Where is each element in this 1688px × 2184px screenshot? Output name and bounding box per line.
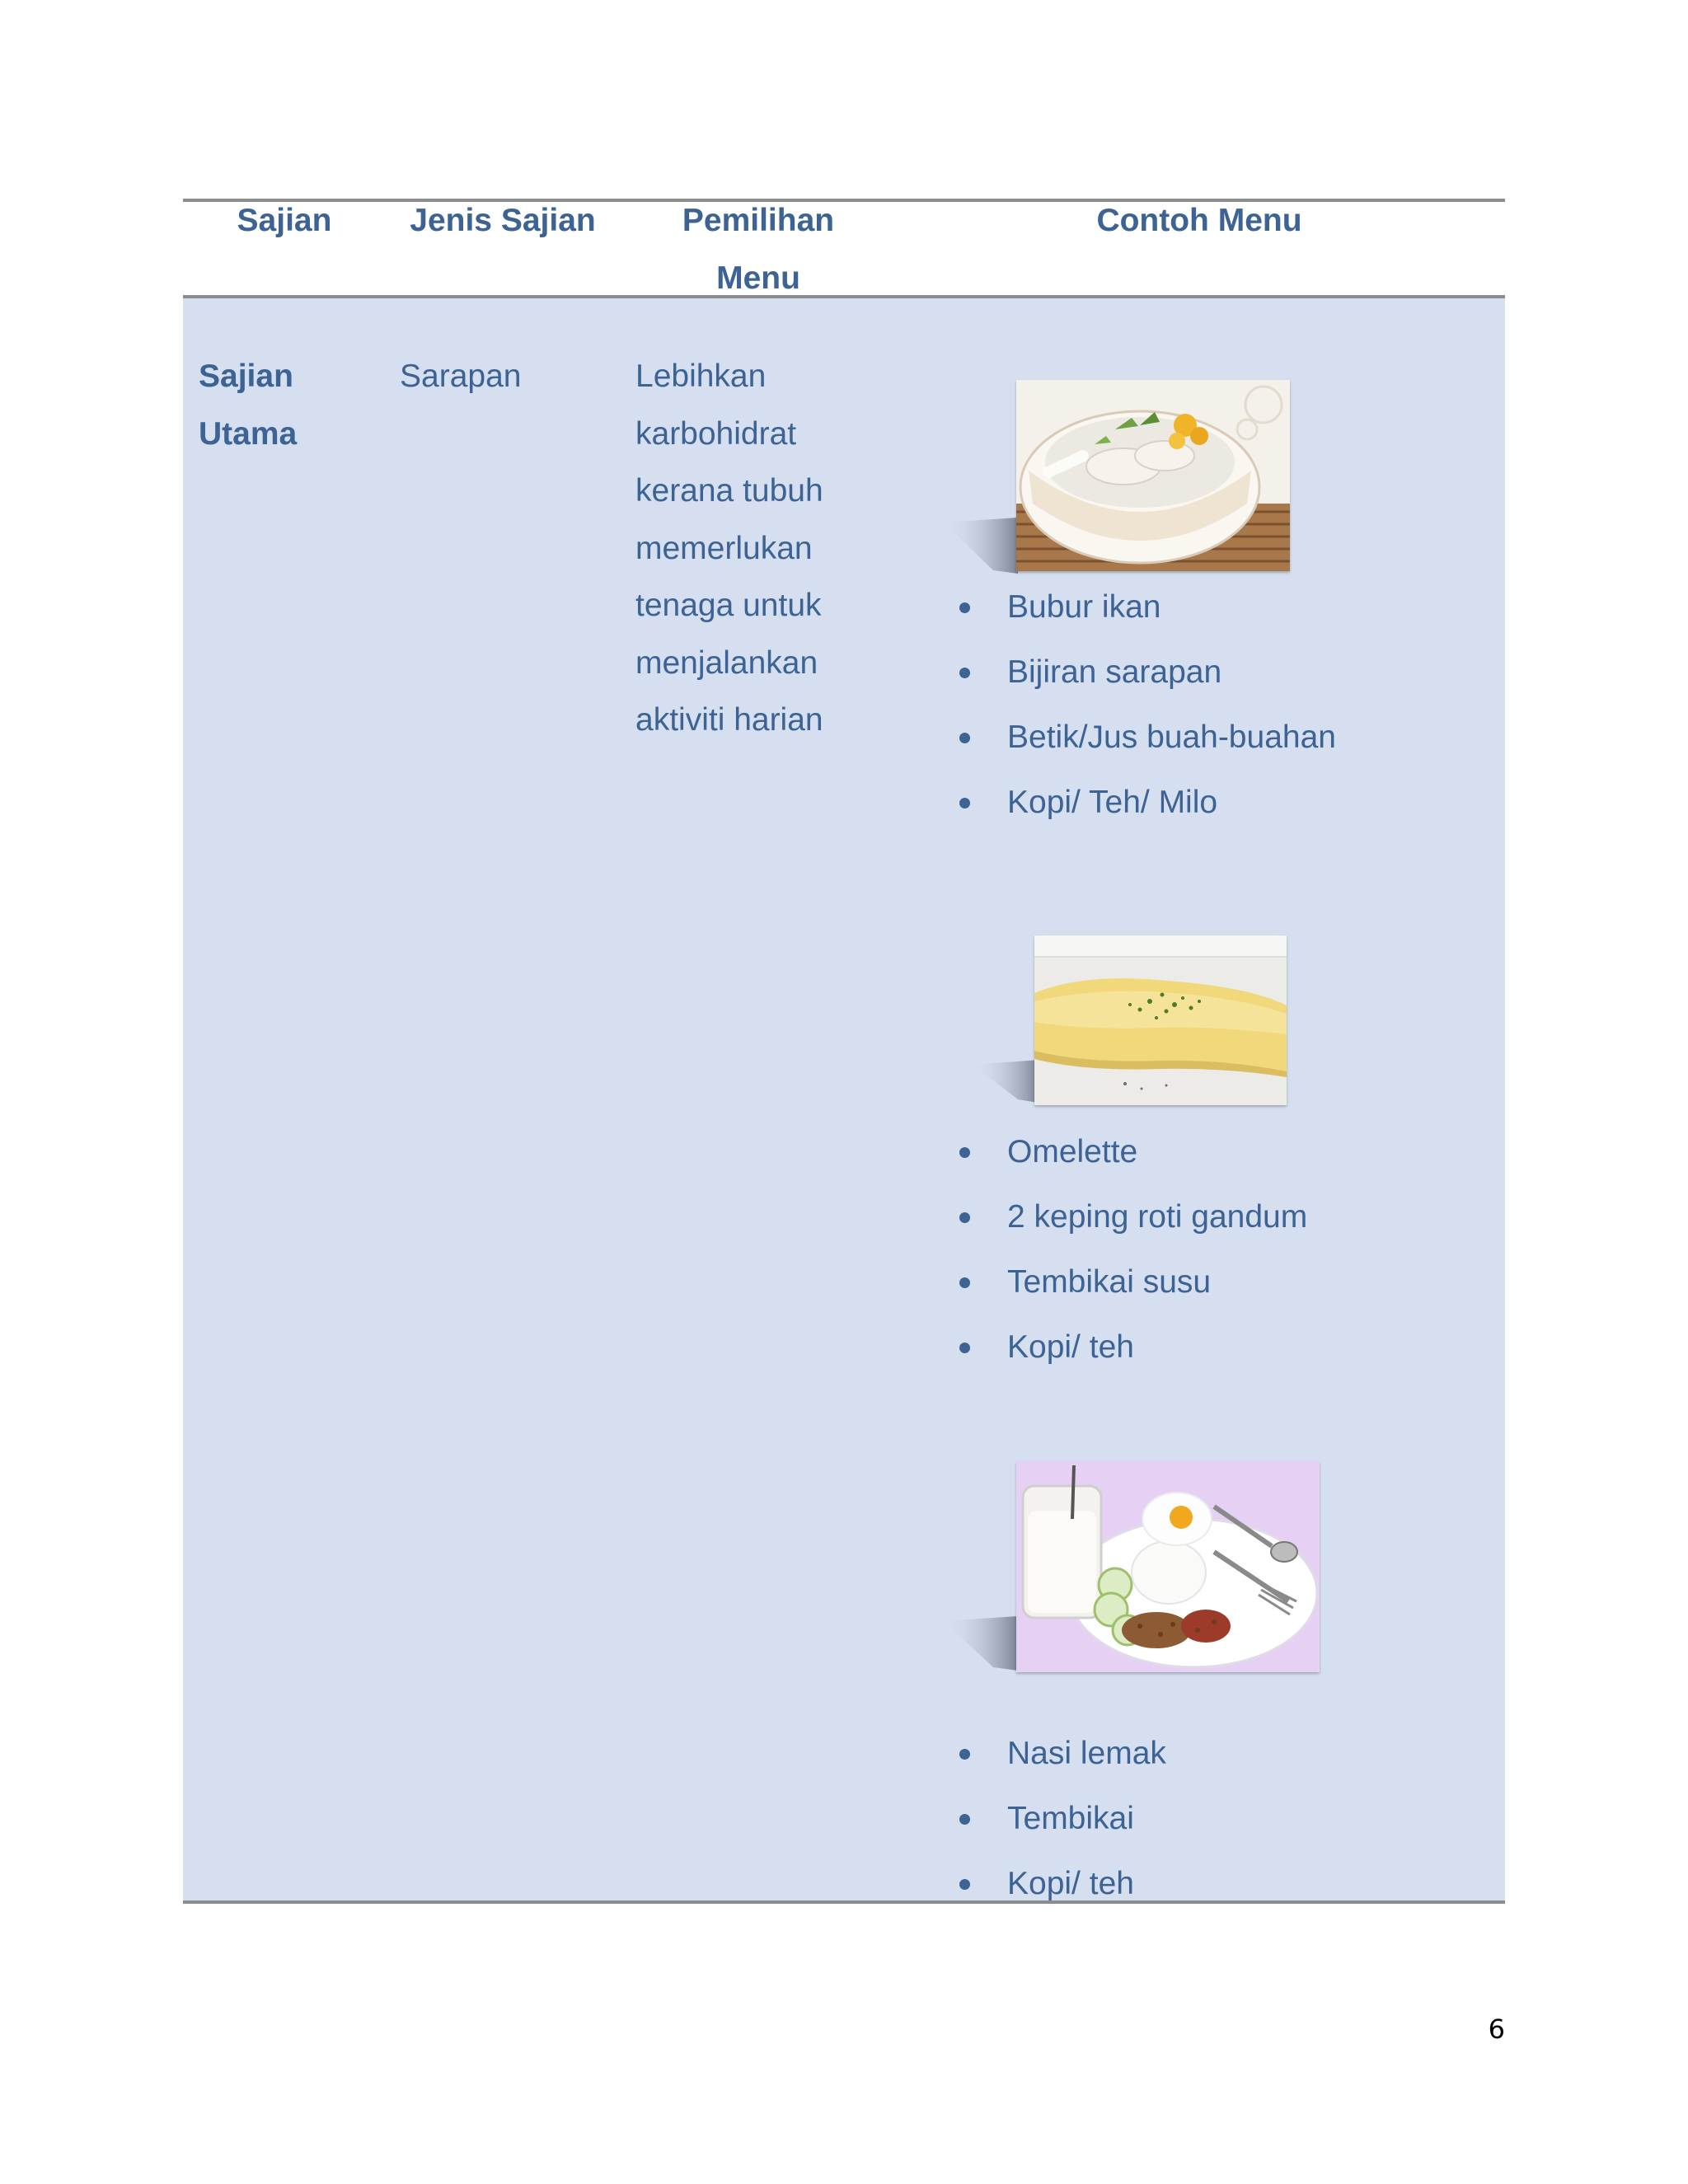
header-pemilihan-menu (651, 192, 865, 307)
list-item-label: 2 keping roti gandum (1007, 1199, 1308, 1235)
menu-list-1 (956, 574, 1336, 835)
bubur-ikan-photo (1016, 380, 1290, 571)
list-item (956, 770, 1336, 835)
list-item-label: Betik/Jus buah-buahan (1007, 719, 1336, 755)
bullet-icon (959, 668, 970, 678)
list-item (956, 1786, 1166, 1851)
list-item-label: Tembikai (1007, 1801, 1134, 1836)
cell-sajian-line2: Utama (199, 415, 298, 452)
pemilihan-line: menjalankan (635, 644, 818, 681)
header-jenis-sajian: Jenis Sajian (410, 203, 596, 238)
list-item (956, 1721, 1166, 1786)
list-item-label: Kopi/ teh (1007, 1866, 1134, 1901)
list-item-label: Bubur ikan (1007, 589, 1161, 625)
list-item-label: Tembikai susu (1007, 1264, 1212, 1300)
pemilihan-line: tenaga untuk (635, 588, 822, 623)
list-item (956, 574, 1336, 640)
list-item-label: Kopi/ teh (1007, 1329, 1134, 1365)
list-item (956, 640, 1336, 705)
list-item (956, 1851, 1166, 1916)
bullet-icon (959, 1212, 970, 1223)
pemilihan-line: memerlukan (635, 530, 813, 566)
bullet-icon (959, 1879, 970, 1890)
photo-shadow (973, 1055, 1039, 1104)
header-sajian: Sajian (237, 203, 332, 238)
table-bottom-rule (183, 1900, 1505, 1904)
list-item-label: Kopi/ Teh/ Milo (1007, 785, 1218, 820)
list-item-label: Bijiran sarapan (1007, 654, 1222, 690)
cell-jenis-sajian: Sarapan (400, 359, 522, 394)
list-item (956, 1119, 1307, 1184)
pemilihan-line: kerana tubuh (635, 473, 823, 509)
cell-pemilihan-menu (635, 348, 823, 749)
pemilihan-line: aktiviti harian (635, 702, 823, 738)
bullet-icon (959, 1814, 970, 1825)
cell-sajian (199, 348, 297, 462)
pemilihan-line: karbohidrat (635, 415, 797, 452)
list-item-label: Omelette (1007, 1134, 1138, 1169)
page-number: 6 (1488, 2013, 1505, 2045)
cell-sajian-line1: Sajian (199, 359, 293, 394)
header-contoh-menu: Contoh Menu (1096, 203, 1302, 238)
list-item-label: Nasi lemak (1007, 1736, 1166, 1771)
bullet-icon (959, 1277, 970, 1288)
header-pemilihan-line2: Menu (716, 260, 800, 296)
list-item (956, 1315, 1307, 1380)
bullet-icon (959, 1343, 970, 1353)
bullet-icon (959, 1147, 970, 1158)
omelette-photo (1034, 935, 1287, 1105)
pemilihan-line: Lebihkan (635, 359, 767, 394)
nasi-lemak-photo (1016, 1461, 1320, 1672)
header-pemilihan-line1: Pemilihan (682, 203, 835, 238)
photo-shadow (944, 511, 1018, 577)
list-item (956, 1249, 1307, 1315)
menu-list-3 (956, 1721, 1166, 1916)
photo-shadow (944, 1611, 1018, 1673)
bullet-icon (959, 1749, 970, 1760)
bullet-icon (959, 798, 970, 808)
list-item (956, 1184, 1307, 1249)
list-item (956, 705, 1336, 770)
menu-list-2 (956, 1119, 1307, 1380)
bullet-icon (959, 733, 970, 743)
bullet-icon (959, 602, 970, 613)
